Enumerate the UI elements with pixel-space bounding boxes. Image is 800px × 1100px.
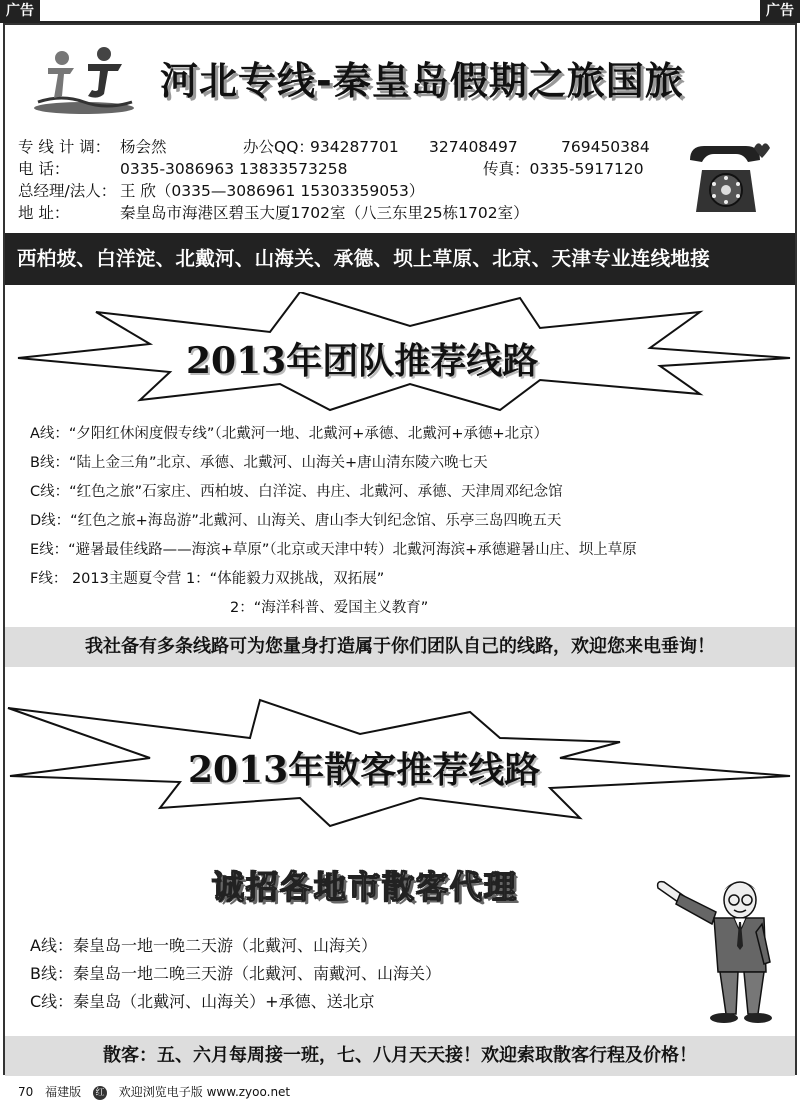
destinations-band: 西柏坡、白洋淀、北戴河、山海关、承德、坝上草原、北京、天津专业连线地接 — [5, 233, 795, 285]
individual-routes-list — [30, 932, 441, 1016]
planner-name: 杨会然 — [120, 138, 167, 156]
agency-logo — [32, 44, 136, 116]
group-route-c: C线：“红色之旅”石家庄、西柏坡、白洋淀、冉庄、北戴河、承德、天津周邓纪念馆 — [30, 484, 563, 500]
address-label: 地 址： — [18, 204, 70, 222]
group-route-f: F线： 2013主题夏令营 1：“体能毅力双挑战，双拓展” — [30, 571, 385, 587]
group-note-strip: 我社备有多条线路可为您量身打造属于你们团队自己的线路，欢迎您来电垂询！ — [5, 627, 795, 667]
individual-route-b: B线：秦皇岛一地二晚三天游（北戴河、南戴河、山海关） — [30, 964, 441, 983]
edition-badge-icon: 红 — [93, 1086, 107, 1100]
ad-tag-left: 广告 — [0, 0, 40, 22]
edition-label: 福建版 — [45, 1085, 82, 1099]
recruit-agents-heading: 诚招各地市散客代理 — [212, 868, 519, 906]
telephone-icon — [684, 138, 784, 220]
address-row — [18, 202, 678, 224]
individual-route-c: C线：秦皇岛（北戴河、山海关）+承德、送北京 — [30, 992, 375, 1011]
manager-label: 总经理/法人： — [18, 182, 117, 200]
group-route-e: E线：“避暑最佳线路——海滨+草原”（北京或天津中转）北戴河海滨+承德避暑山庄、坝上草原 — [30, 542, 637, 558]
ad-tag-right: 广告 — [760, 0, 800, 22]
contact-info — [18, 136, 678, 224]
footer-slogan: 欢迎浏览电子版 www.zyoo.net — [118, 1085, 291, 1099]
phone-values: 0335-3086963 13833573258 — [120, 160, 348, 178]
individual-route-a: A线：秦皇岛一地一晚二天游（北戴河、山海关） — [30, 936, 377, 955]
qq-number-3: 769450384 — [561, 138, 650, 156]
group-route-a: A线：“夕阳红休闲度假专线”（北戴河一地、北戴河+承德、北戴河+承德+北京） — [30, 426, 549, 442]
page-number: 70 — [18, 1085, 34, 1099]
group-route-f-sub: 2：“海洋科普、爱国主义教育” — [230, 600, 429, 616]
businessman-illustration — [654, 876, 774, 1026]
manager-value: 王 欣（0335—3086961 15303359053） — [120, 182, 425, 200]
individual-routes-title: 2013年散客推荐线路 — [188, 749, 541, 791]
group-routes-title: 2013年团队推荐线路 — [186, 340, 539, 382]
phone-row — [18, 158, 678, 180]
manager-row — [18, 180, 678, 202]
qq-number-1: 934287701 — [310, 138, 399, 156]
planner-label: 专 线 计 调： — [18, 138, 111, 156]
page-footer — [18, 1083, 298, 1100]
group-routes-list — [30, 420, 637, 623]
individual-note-strip: 散客：五、六月每周接一班，七、八月天天接！欢迎索取散客行程及价格！ — [5, 1036, 795, 1076]
address-value: 秦皇岛市海港区碧玉大厦1702室（八三东里25栋1702室） — [120, 204, 529, 222]
phone-label: 电 话： — [18, 160, 70, 178]
qq-number-2: 327408497 — [429, 138, 518, 156]
fax-value: 传真：0335-5917120 — [483, 160, 644, 178]
qq-label: 办公QQ： — [243, 138, 314, 156]
planner-row — [18, 136, 678, 158]
agency-title: 河北专线-秦皇岛假期之旅国旅 — [160, 59, 684, 103]
group-route-b: B线：“陆上金三角”北京、承德、北戴河、山海关+唐山清东陵六晚七天 — [30, 455, 488, 471]
group-route-d: D线：“红色之旅+海岛游”北戴河、山海关、唐山李大钊纪念馆、乐亭三岛四晚五天 — [30, 513, 562, 529]
